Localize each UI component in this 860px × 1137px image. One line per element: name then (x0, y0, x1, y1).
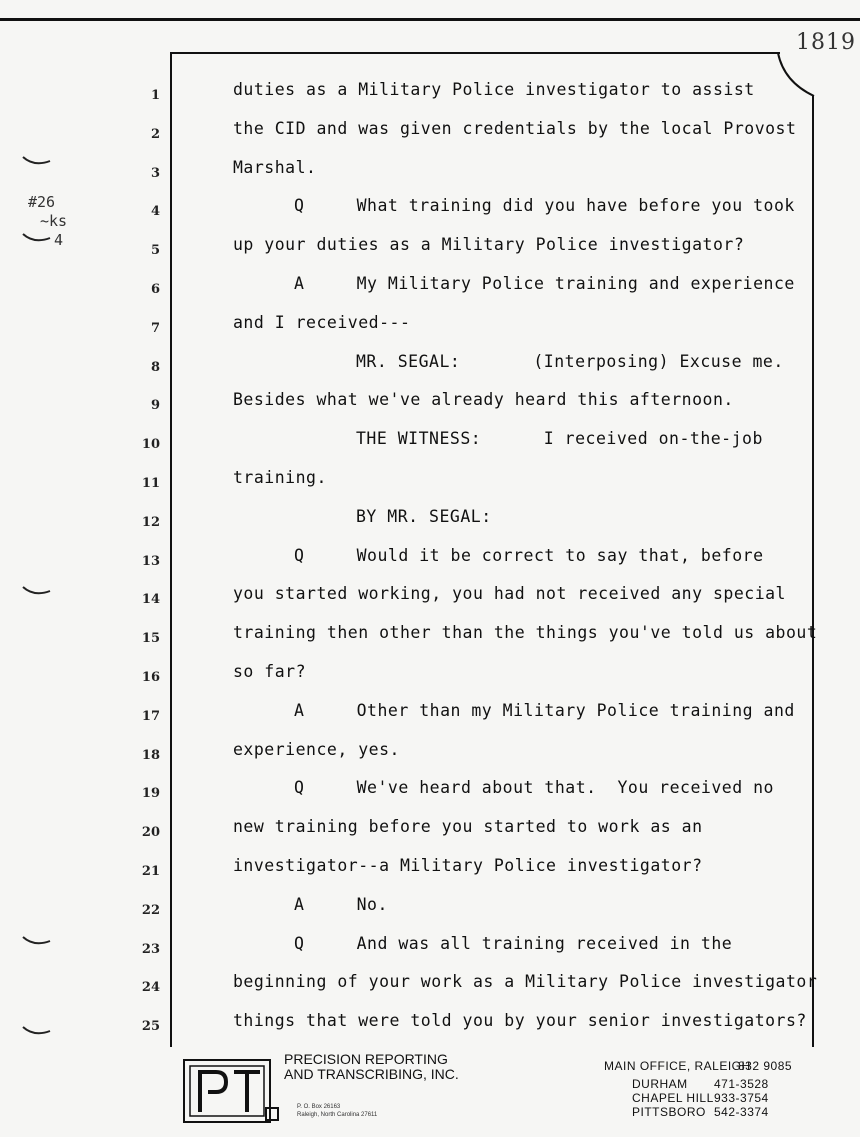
margin-tick-mark (22, 585, 52, 599)
margin-tick-mark (22, 232, 52, 246)
main-office-phone: 832 9085 (738, 1059, 793, 1073)
line-number: 22 (141, 902, 160, 918)
line-number: 7 (150, 320, 160, 336)
frame-left-border (170, 52, 172, 1047)
office-city: PITTSBORO (632, 1105, 706, 1119)
line-number: 14 (141, 592, 160, 608)
line-number: 4 (150, 204, 160, 220)
line-number: 6 (150, 282, 160, 297)
office-city: CHAPEL HILL (632, 1091, 714, 1105)
line-number: 2 (150, 126, 160, 142)
frame-right-border (812, 95, 814, 1047)
transcript-line: new training before you started to work as an (233, 817, 703, 837)
line-number: 5 (150, 243, 160, 259)
transcript-line: experience, yes. (233, 739, 400, 759)
frame-corner-curve (776, 52, 816, 98)
line-number: 8 (150, 359, 160, 375)
line-number: 23 (141, 941, 160, 957)
transcript-line: things that were told you by your senior investigators? (233, 1011, 807, 1031)
margin-tick-mark (22, 935, 52, 949)
transcript-line: up your duties as a Military Police investigator? (233, 235, 745, 255)
line-number: 13 (141, 553, 160, 569)
line-number: 20 (141, 825, 160, 841)
transcript-line: duties as a Military Police investigator to assist (233, 80, 755, 99)
margin-tick-mark (22, 1025, 52, 1039)
transcript-line: MR. SEGAL: (Interposing) Excuse me. (356, 351, 784, 371)
office-phone: 471-3528 (714, 1077, 769, 1091)
line-number: 21 (141, 864, 160, 879)
page-number: 1819 (796, 30, 856, 55)
transcript-line: Q We've heard about that. You received no (294, 778, 774, 798)
firm-city: Raleigh, North Carolina 27611 (297, 1112, 378, 1118)
line-number: 24 (141, 980, 160, 996)
transcript-line: Q And was all training received in the (294, 933, 733, 953)
firm-name-line1: PRECISION REPORTING (284, 1051, 448, 1067)
transcript-line: investigator--a Military Police investigator? (233, 856, 703, 875)
transcript-line: and I received--- (233, 312, 411, 332)
transcript-line: beginning of your work as a Military Police investigator (233, 972, 818, 992)
frame-top-border (170, 52, 780, 54)
line-number: 15 (141, 631, 160, 647)
transcript-line: you started working, you had not received any special (233, 584, 786, 604)
line-number: 12 (141, 514, 160, 530)
line-number: 19 (141, 786, 160, 802)
firm-po-box: P. O. Box 26163 (297, 1104, 341, 1110)
office-phone: 933-3754 (714, 1091, 769, 1105)
firm-name-line2: AND TRANSCRIBING, INC. (284, 1066, 459, 1082)
line-number: 3 (150, 165, 160, 181)
transcript-line: so far? (233, 662, 307, 681)
transcript-line: BY MR. SEGAL: (356, 506, 492, 526)
line-number: 18 (141, 747, 160, 763)
transcript-line: Marshal. (233, 157, 317, 177)
line-number: 1 (150, 88, 160, 103)
transcript-line: A My Military Police training and experience (294, 274, 795, 293)
line-number: 16 (141, 670, 160, 685)
office-phone: 542-3374 (714, 1105, 769, 1119)
margin-tick-mark (22, 155, 52, 169)
transcript-line: THE WITNESS: I received on-the-job (356, 429, 763, 449)
line-number: 10 (141, 437, 160, 453)
line-number: 25 (141, 1019, 160, 1035)
margin-note-exhibit: #26 (28, 193, 56, 211)
transcript-line: A No. (294, 894, 388, 914)
margin-note-number: 4 (54, 231, 64, 249)
transcript-line: Q Would it be correct to say that, before (294, 545, 764, 565)
line-number: 9 (150, 398, 160, 414)
top-rule (0, 18, 860, 21)
transcript-line: Q What training did you have before you took (294, 196, 795, 216)
line-number: 11 (141, 476, 160, 491)
transcript-line: the CID and was given credentials by the local Provost (233, 118, 797, 138)
transcript-line: A Other than my Military Police training and (294, 700, 795, 720)
transcript-line: Besides what we've already heard this afternoon. (233, 390, 734, 410)
main-office-label: MAIN OFFICE, RALEIGH (604, 1059, 751, 1073)
pt-logo (182, 1052, 282, 1124)
transcript-line: training then other than the things you've told us about (233, 623, 818, 643)
office-city: DURHAM (632, 1077, 688, 1091)
transcript-line: training. (233, 468, 327, 487)
margin-note-tks: ~ks (40, 212, 68, 230)
line-number: 17 (141, 708, 160, 724)
